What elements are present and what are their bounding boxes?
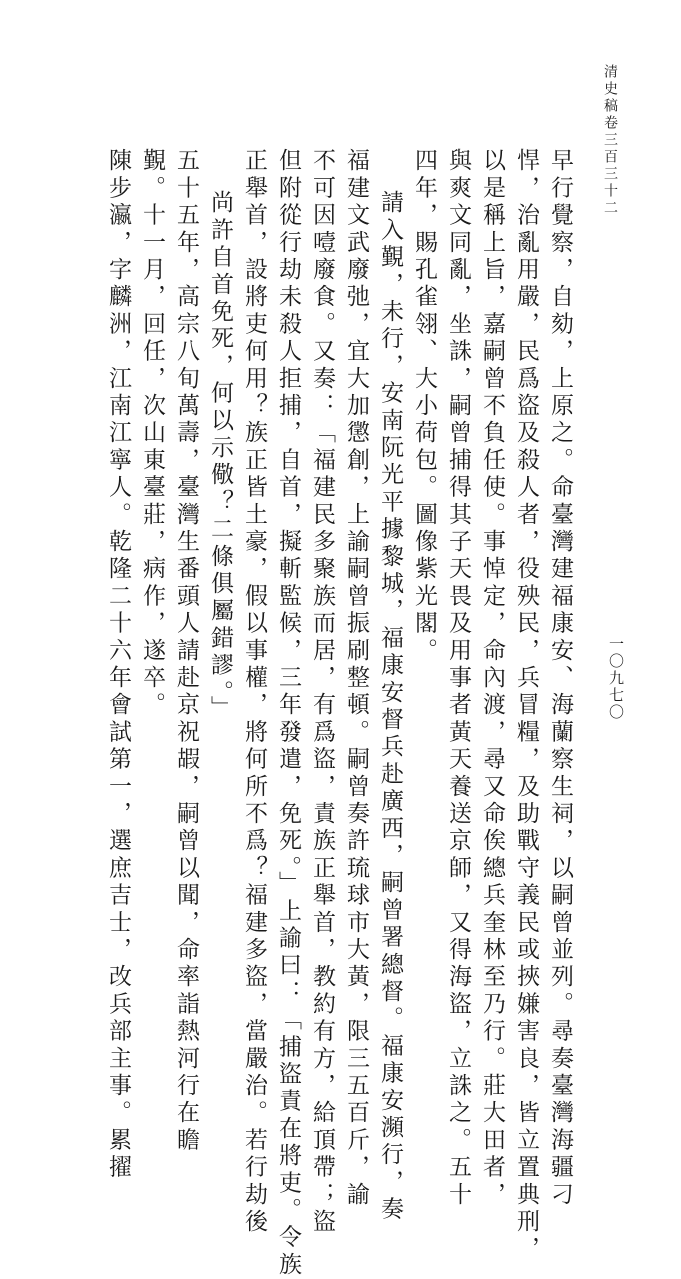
text-column: 與爽文同亂，坐誅，嗣曾捕得其子天畏及用事者黃天養送京師，又得海盜，立誅之。五十 [445,148,471,1209]
text-column: 陳步瀛，字麟洲，江南江寧人。乾隆二十六年會試第一，選庶吉士，改兵部主事。累擢 [105,148,131,1182]
text-column: 請入覲，未行，安南阮光平據黎城，福康安督兵赴廣西，嗣曾署總督。福康安瀕行，奏 [377,190,403,1224]
text-column: 悍，治亂用嚴，民爲盜及殺人者，役殃民，兵冒糧，及助戰守義民或挾嫌害良，皆立置典刑， [513,148,539,1264]
page-number: 一〇九七〇 [607,636,625,721]
running-title: 清史稿卷三百三十二 [602,64,618,217]
text-column: 福建文武廢弛，宜大加懲創，上諭嗣曾振刷整頓。嗣曾奏許琉球市大黃，限三五百斤，諭 [343,148,369,1209]
text-column: 但附從行劫未殺人拒捕，自首，擬斬監候，三年發遣，免死。」上諭曰：「捕盜責在將吏。令族 [275,148,301,1279]
text-column: 五十五年，高宗八旬萬壽，臺灣生番頭人請赴京祝嘏，嗣曾以聞，命率詣熱河行在瞻 [173,148,199,1155]
text-column: 不可因噎廢食。又奏：「福建民多聚族而居，有爲盜，責族正舉首，教約有方，給頂帶；盜 [309,148,335,1236]
text-column: 覲。十一月，回任，次山東臺莊，病作，遂卒。 [139,148,165,720]
text-column: 早行覺察，自劾，上原之。命臺灣建福康安、海蘭察生祠，以嗣曾並列。尋奏臺灣海疆刁 [547,148,573,1209]
text-column: 尚許自首免死，何以示儆？二條俱屬錯謬。」 [207,190,233,723]
text-column: 四年，賜孔雀翎、大小荷包。圖像紫光閣。 [411,148,437,665]
text-column: 以是稱上旨，嘉嗣曾不負任使。事悼定，命內渡，尋又命俟總兵奎林至乃行。莊大田者， [479,148,505,1209]
text-column: 正舉首，設將吏何用？族正皆土豪，假以事權，將何所不爲？福建多盜，當嚴治。若行劫後 [241,148,267,1236]
